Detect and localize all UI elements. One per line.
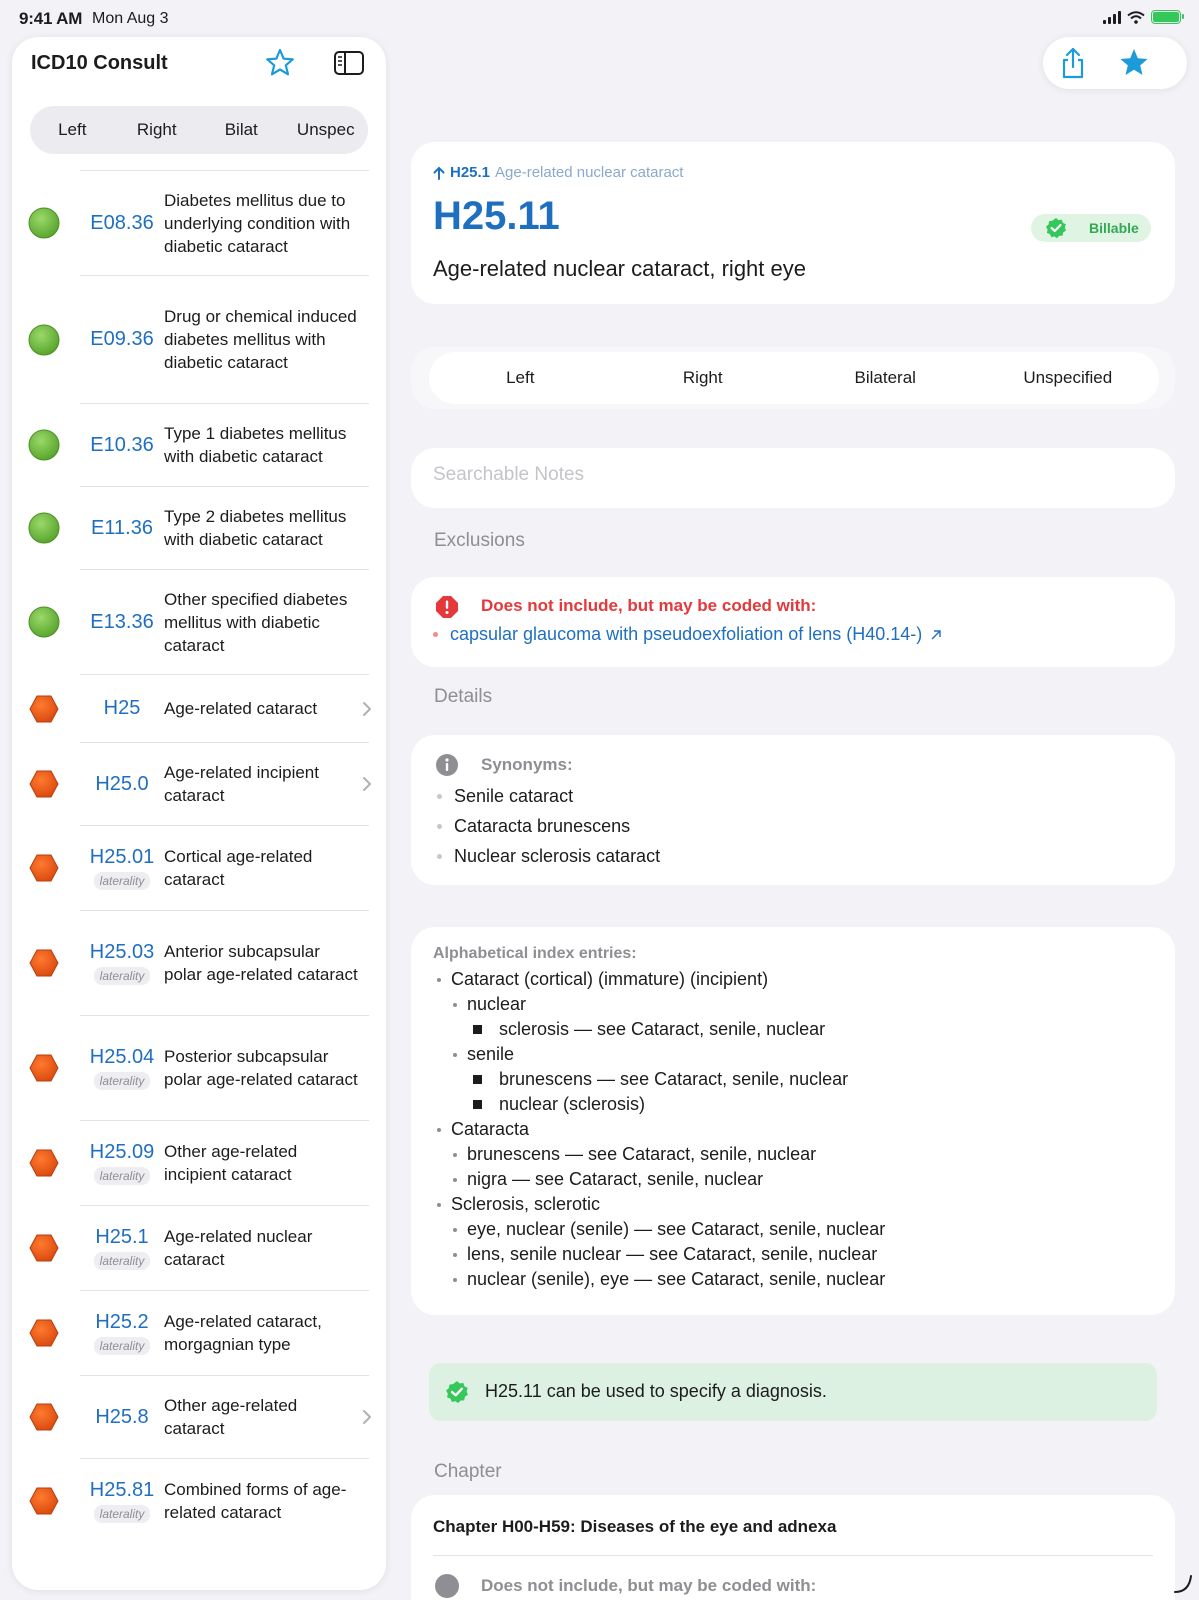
orange-hexagon-icon [28,693,60,725]
list-item[interactable] [80,674,369,742]
filter-left[interactable]: Left [58,120,87,139]
code-label: E10.36 [90,433,154,456]
top-actions [1043,37,1187,89]
code-label: E13.36 [90,610,154,633]
code-desc: Age-related nuclear cataract [164,1227,313,1269]
synonym-item: Nuclear sclerosis cataract [437,841,660,871]
index-entry: nuclear (sclerosis) [433,1092,1153,1117]
share-icon[interactable] [1057,46,1089,80]
corner-resize-icon [1173,1574,1193,1594]
list-item[interactable] [80,403,369,486]
filter-unspec[interactable]: Unspec [296,120,355,139]
parent-code: H25.1 [450,164,491,181]
details-section-label: Details [434,686,493,707]
sidebar-toggle-icon[interactable] [333,49,365,77]
green-circle-icon [28,207,60,239]
green-circle-icon [28,429,60,461]
code-label: E11.36 [91,516,153,539]
code-desc: Anterior subcapsular polar age-related cataract [164,942,358,984]
orange-hexagon-icon [28,852,60,884]
index-entry: brunescens — see Cataract, senile, nuclear [433,1067,1153,1092]
segment-right[interactable]: Right [682,368,723,387]
code-label: H25.8 [95,1405,149,1428]
exclusions-heading: Does not include, but may be coded with: [481,596,817,615]
code-cell [80,1226,164,1270]
chapter-section-label: Chapter [434,1461,502,1482]
alphabetical-index-card [411,927,1175,1315]
laterality-tag: laterality [94,1505,151,1523]
code-label: H25.1 [95,1226,149,1248]
synonym-item: Senile cataract [437,781,660,811]
code-cell [80,212,164,235]
laterality-tag: laterality [94,1337,151,1355]
laterality-tag: laterality [94,872,151,890]
index-entry: Cataracta [433,1117,1153,1142]
orange-hexagon-icon [28,1232,60,1264]
list-item[interactable] [80,1375,369,1458]
list-item[interactable] [80,1290,369,1375]
filter-bilat[interactable]: Bilat [224,120,258,139]
code-label: E09.36 [90,328,154,350]
green-circle-icon [28,606,60,638]
orange-hexagon-icon [28,1147,60,1179]
chapter-exclusion-heading: Does not include, but may be coded with: [481,1576,817,1595]
code-desc: Combined forms of age-related cataract [164,1480,347,1522]
list-item[interactable] [80,569,369,674]
exclusion-link-text: capsular glaucoma with pseudoexfoliation of lens (H40.14-) [450,624,923,644]
parent-desc: Age-related nuclear cataract [495,164,684,181]
orange-hexagon-icon [28,768,60,800]
code-cell [80,1046,164,1090]
code-label: H25.04 [89,1046,155,1068]
app-title: ICD10 Consult [31,52,168,74]
code-header-card [411,142,1175,304]
code-desc: Other age-related incipient cataract [164,1142,298,1184]
laterality-segment-container [411,347,1175,409]
list-item[interactable] [80,170,369,275]
code-desc: Age-related cataract, morgagnian type [164,1312,322,1354]
code-cell [80,1311,164,1355]
orange-hexagon-icon [28,947,60,979]
favorite-star-filled-icon[interactable] [1117,46,1151,80]
code-cell [80,1141,164,1185]
code-cell [80,611,164,634]
orange-hexagon-icon [28,1052,60,1084]
code-label: H25.2 [95,1311,149,1333]
parent-code-link[interactable] [433,164,683,181]
code-desc: Posterior subcapsular polar age-related cataract [164,1047,358,1089]
arrow-up-icon [433,166,445,180]
code-cell [80,328,164,351]
list-item[interactable] [80,910,369,1015]
list-item[interactable] [80,486,369,569]
green-circle-icon [28,324,60,356]
code-cell [80,434,164,457]
code-desc: Diabetes mellitus due to underlying condition with diabetic cataract [164,190,351,256]
code-cell [80,1406,164,1429]
code-desc: Type 1 diabetes mellitus with diabetic cataract [164,424,347,466]
code-cell [80,1479,164,1523]
code-cell [80,941,164,985]
favorite-star-outline-icon[interactable] [263,46,297,80]
orange-hexagon-icon [28,1401,60,1433]
status-icons [1103,10,1181,24]
sidebar-laterality-filter [30,106,368,154]
code-desc: Other age-related cataract [164,1396,298,1438]
code-cell [80,773,164,796]
code-cell [80,697,164,720]
laterality-tag: laterality [94,967,151,985]
external-link-arrow-icon [929,628,943,642]
diagnosis-note [429,1363,1157,1421]
info-icon [435,753,459,777]
code-label: H25.81 [89,1479,155,1501]
index-entry: senile [433,1042,1153,1067]
list-item[interactable] [80,825,369,910]
divider [433,1555,1153,1556]
code-cell [80,517,164,540]
code-label: H25.0 [95,772,149,795]
gray-circle-icon [435,1574,459,1598]
index-entry: Sclerosis, sclerotic [433,1192,1153,1217]
index-entry: Cataract (cortical) (immature) (incipient) [433,967,1153,992]
code-desc: Cortical age-related cataract [164,847,313,889]
list-item[interactable] [80,1120,369,1205]
wifi-icon [1127,11,1145,24]
exclusion-link[interactable] [433,624,943,645]
list-item[interactable] [80,742,369,825]
sidebar [12,37,386,1590]
index-heading: Alphabetical index entries: [433,945,637,962]
code-label: H25.09 [89,1141,155,1163]
laterality-tag: laterality [94,1072,151,1090]
code-list [12,170,386,1543]
index-entries [433,967,1153,1292]
segment-bilateral[interactable]: Bilateral [854,368,916,387]
code-desc: Age-related cataract [164,699,318,718]
chapter-title: Chapter H00-H59: Diseases of the eye and adnexa [433,1517,837,1536]
exclamation-alert-icon [435,595,459,619]
billable-label: Billable [1089,220,1139,236]
laterality-tag: laterality [94,1167,151,1185]
billable-badge [1031,214,1151,242]
searchable-notes-input[interactable] [433,464,1133,486]
segment-unspecified[interactable]: Unspecified [1023,368,1113,387]
exclusions-section-label: Exclusions [434,530,525,551]
synonyms-list [437,781,660,871]
index-entry: lens, senile nuclear — see Cataract, senile, nuclear [433,1242,1153,1267]
list-item[interactable] [80,1015,369,1120]
battery-charging-icon [1151,10,1181,24]
bullet [433,632,438,637]
code-cell [80,846,164,890]
index-entry: brunescens — see Cataract, senile, nuclear [433,1142,1153,1167]
status-bar [0,0,1199,36]
code-desc: Drug or chemical induced diabetes mellitus with diabetic cataract [164,307,357,372]
chapter-card [411,1495,1175,1600]
code-desc: Age-related incipient cataract [164,763,319,805]
verified-check-icon [445,1380,469,1404]
code-title: H25.11 [433,194,560,238]
index-entry: sclerosis — see Cataract, senile, nuclear [433,1017,1153,1042]
exclusions-card [411,577,1175,667]
index-entry: nuclear [433,992,1153,1017]
code-description: Age-related nuclear cataract, right eye [433,256,806,281]
segment-left[interactable]: Left [506,368,535,387]
code-label: H25.01 [89,846,155,868]
green-circle-icon [28,512,60,544]
synonym-item: Cataracta brunescens [437,811,660,841]
cellular-signal-icon [1103,11,1121,24]
status-time: 9:41 AM [19,9,83,28]
list-item[interactable] [80,275,369,403]
laterality-segment [429,352,1159,404]
code-desc: Other specified diabetes mellitus with diabetic cataract [164,589,348,655]
code-label: H25.03 [89,941,155,963]
list-item[interactable] [80,1205,369,1290]
filter-right[interactable]: Right [136,120,177,139]
list-item[interactable] [80,1458,369,1543]
code-label: E08.36 [90,211,154,234]
synonyms-heading: Synonyms: [481,755,573,774]
chevron-right-icon [362,1409,372,1425]
details-card [411,735,1175,885]
index-entry: nuclear (senile), eye — see Cataract, senile, nuclear [433,1267,1153,1292]
diagnosis-note-text: H25.11 can be used to specify a diagnosis. [485,1381,827,1401]
orange-hexagon-icon [28,1317,60,1349]
chevron-right-icon [362,701,372,717]
notes-card [411,448,1175,508]
orange-hexagon-icon [28,1485,60,1517]
verified-check-icon [1045,217,1067,239]
code-desc: Type 2 diabetes mellitus with diabetic cataract [164,507,347,549]
laterality-tag: laterality [94,1252,151,1270]
index-entry: eye, nuclear (senile) — see Cataract, senile, nuclear [433,1217,1153,1242]
status-date: Mon Aug 3 [92,10,169,27]
chevron-right-icon [362,776,372,792]
code-label: H25 [103,697,141,719]
index-entry: nigra — see Cataract, senile, nuclear [433,1167,1153,1192]
